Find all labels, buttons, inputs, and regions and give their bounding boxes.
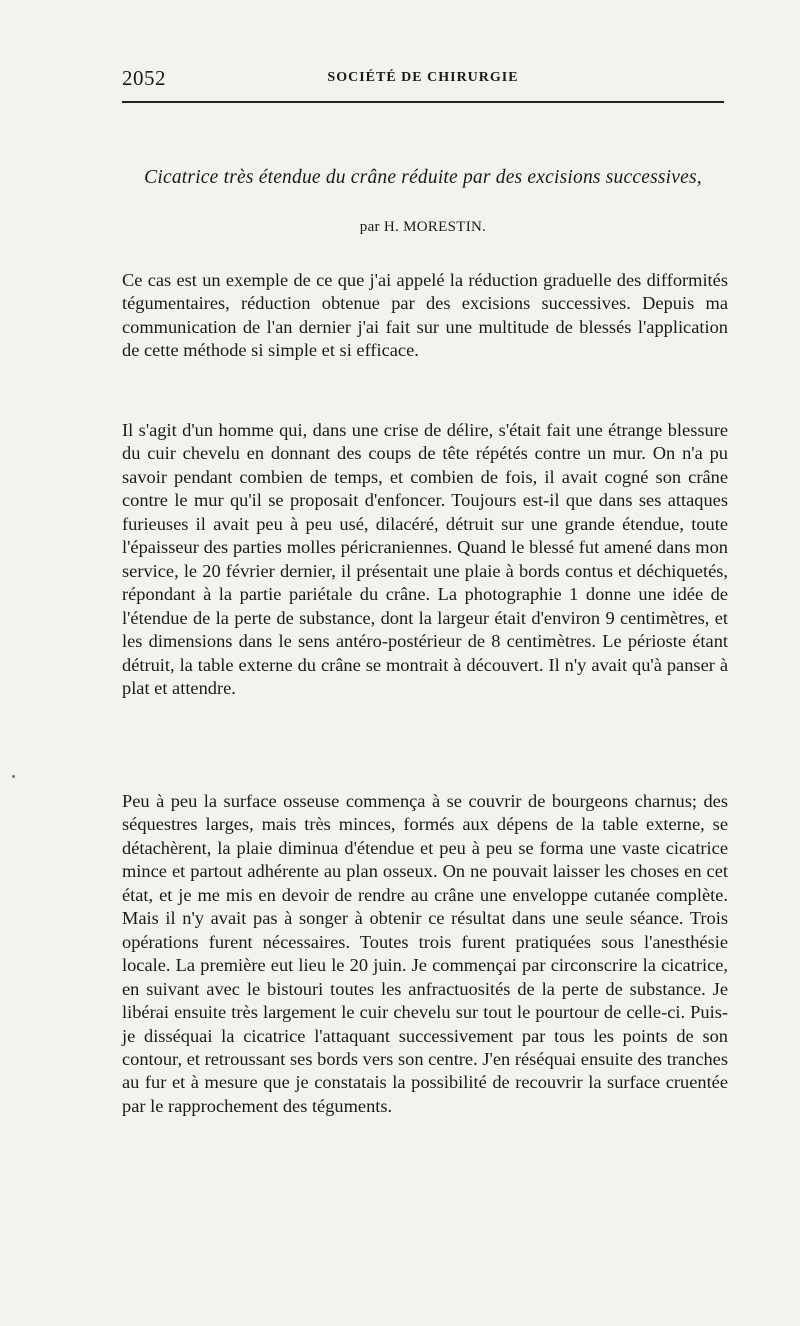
author-byline: par H. MORESTIN. — [359, 219, 487, 235]
page-number: 2052 — [122, 66, 166, 90]
margin-speck — [12, 775, 15, 778]
paragraph-case-description: Il s'agit d'un homme qui, dans une crise de délire, s'était fait une étrange blessure du cuir chevelu en donnant des coups de tête répétés contre un mur. On n'a pu savoir pendant combien de temps, et combien de fois, il avait cogné son crâne contre le mur qu'il se proposait d'enfoncer. Toujours est-il que dans ses attaques furieuses il avait peu à peu usé, dilacéré, détruit sur une grande étendue, toute l'épaisseur des parties molles péricraniennes. Quand le blessé fut amené dans mon service, le 20 février dernier, il présentait une plaie à bords contus et déchiquetés, répondant à la partie pariétale du crâne. La photographie 1 donne une idée de l'étendue de la perte de substance, dont la largeur était d'environ 9 centimètres, et les dimensions dans le sens antéro-postérieur de 8 centimètres. Le périoste étant détruit, la table externe du crâne se montrait à découvert. Il n'y avait qu'à panser à plat et attendre. — [122, 420, 728, 698]
article-title: Cicatrice très étendue du crâne réduite par des excisions successives, — [144, 167, 702, 188]
header-rule — [122, 101, 724, 103]
paragraph-intro: Ce cas est un exemple de ce que j'ai appelé la réduction graduelle des difformités tégumentaires, réduction obtenue par des excisions successives. Depuis ma communication de l'an dernier j'ai fait sur une multitude de blessés l'application de cette méthode si simple et si efficace. — [122, 270, 728, 361]
running-title: SOCIÉTÉ DE CHIRURGIE — [327, 70, 519, 85]
paragraph-treatment: Peu à peu la surface osseuse commença à se couvrir de bourgeons charnus; des séquestres larges, mais très minces, formés aux dépens de la table externe, se détachèrent, la plaie diminua d'étendue et peu à peu se forma une vaste cicatrice mince et partout adhérente au plan osseux. On ne pouvait laisser les choses en cet état, et je me mis en devoir de rendre au crâne une enveloppe cutanée complète. Mais il n'y avait pas à songer à obtenir ce résultat dans une seule séance. Trois opérations furent nécessaires. Toutes trois furent pratiquées sous l'anesthésie locale. La première eut lieu le 20 juin. Je commençai par circonscrire la cicatrice, en suivant avec le bistouri toutes les anfractuosités de la perte de substance. Je libérai ensuite très largement le cuir chevelu sur tout le pourtour de celle-ci. Puis-je disséquai la cicatrice l'attaquant successivement par tous les points de son contour, et retroussant ses bords vers son centre. J'en réséquai ensuite des tranches au fur et à mesure que je constatais la possibilité de recouvrir la surface cruentée par le rapprochement des téguments. — [122, 791, 728, 1116]
page-header — [122, 66, 724, 92]
